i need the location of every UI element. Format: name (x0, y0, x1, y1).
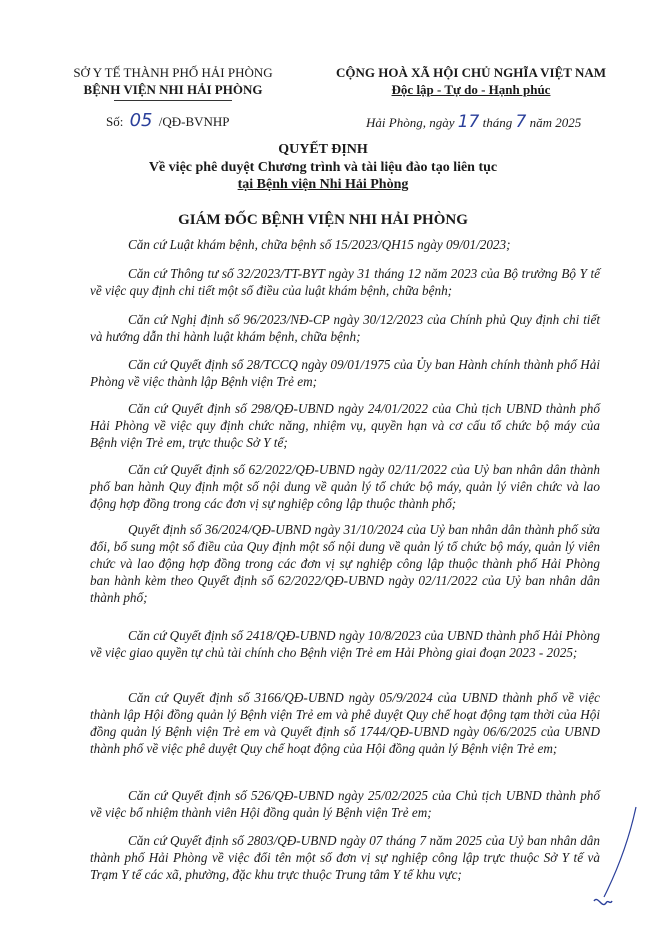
agency-underline (114, 100, 232, 101)
doc-number-suffix: /QĐ-BVNHP (158, 114, 230, 129)
document-title: QUYẾT ĐỊNH (278, 142, 368, 157)
handwritten-month: 7 (515, 112, 527, 132)
national-motto: Độc lập - Tự do - Hạnh phúc (391, 82, 551, 97)
legal-basis-7: Quyết định số 36/2024/QĐ-UBND ngày 31/10/2024 của Uỷ ban nhân dân thành phố sửa đổi, bổ sung một số điều của Quy định một số nội dung về quản lý tổ chức bộ máy, quản lý viên chức và lao động hợp đồng trong các đơn vị sự nghiệp công lập thuộc thành phố Hải Phòng ban hành kèm theo Quyết định số 62/2022/QĐ-UBND ngày 02/11/2022 của Uỷ ban nhân dân thành phố; (90, 522, 600, 605)
place-and-date (366, 112, 581, 132)
legal-basis-10: Căn cứ Quyết định số 526/QĐ-UBND ngày 25/02/2025 của Chủ tịch UBND thành phố về việc bổ nhiệm thành viên Hội đồng quản lý Bệnh viện Trẻ em; (90, 788, 600, 820)
handwritten-day: 17 (457, 112, 480, 132)
legal-basis-8: Căn cứ Quyết định số 2418/QĐ-UBND ngày 10/8/2023 của UBND thành phố Hải Phòng về việc giao quyền tự chủ tài chính cho Bệnh viện Trẻ em Hải Phòng giai đoạn 2023 - 2025; (90, 628, 601, 660)
month-label: tháng (482, 115, 513, 130)
subject-line-2: tại Bệnh viện Nhi Hải Phòng (237, 177, 409, 192)
nation-name: CỘNG HOÀ XÃ HỘI CHỦ NGHĨA VIỆT NAM (335, 65, 607, 80)
parent-agency: SỞ Y TẾ THÀNH PHỐ HẢI PHÒNG (73, 65, 273, 80)
legal-basis-5: Căn cứ Quyết định số 298/QĐ-UBND ngày 24/01/2022 của Chủ tịch UBND thành phố Hải Phòng về việc quy định chức năng, nhiệm vụ, quyền hạn và cơ cấu tổ chức bộ máy của Bệnh viện Trẻ em, trực thuộc Sở Y tế; (90, 401, 600, 450)
issuing-agency-block (62, 64, 284, 101)
legal-basis-9: Căn cứ Quyết định số 3166/QĐ-UBND ngày 05/9/2024 của UBND thành phố về việc thành lập Hội đồng quản lý Bệnh viện Trẻ em và phê duyệt Quy chế hoạt động tạm thời của Hội đồng quản lý Bệnh viện Trẻ em và Quyết định số 1744/QĐ-UBND ngày 06/6/2025 của UBND thành phố về việc phê duyệt Quy chế hoạt động của Hội đồng quản lý Bệnh viện Trẻ em; (90, 690, 600, 756)
document-number (106, 110, 230, 131)
legal-basis-1: Căn cứ Luật khám bệnh, chữa bệnh số 15/2023/QH15 ngày 09/01/2023; (128, 237, 511, 252)
legal-basis-6: Căn cứ Quyết định số 62/2022/QĐ-UBND ngày 02/11/2022 của Uỷ ban nhân dân thành phố ban hành Quy định một số nội dung về quản lý tổ chức bộ máy, quản lý viên chức và lao động hợp đồng trong các đơn vị sự nghiệp công lập thuộc thành phố; (90, 462, 600, 511)
legal-basis-3: Căn cứ Nghị định số 96/2023/NĐ-CP ngày 30/12/2023 của Chính phủ Quy định chi tiết và hướng dẫn thi hành luật khám bệnh, chữa bệnh; (90, 312, 600, 344)
doc-number-prefix: Số: (106, 114, 124, 129)
legal-basis-2: Căn cứ Thông tư số 32/2023/TT-BYT ngày 31 tháng 12 năm 2023 của Bộ trưởng Bộ Y tế về việc quy định chi tiết một số điều của luật khám bệnh, chữa bệnh; (90, 266, 600, 298)
legal-basis-11: Căn cứ Quyết định số 2803/QĐ-UBND ngày 07 tháng 7 năm 2025 của Uỷ ban nhân dân thành phố Hải Phòng về việc đổi tên một số đơn vị sự nghiệp công lập trực thuộc Sở Y tế và Trạm Y tế các xã, phường, đặc khu trực thuộc Trung tâm Y tế khu vực; (90, 833, 600, 882)
national-header-block (310, 64, 632, 98)
handwritten-number: 05 (129, 110, 153, 131)
initial-mark-icon (590, 805, 640, 915)
authority-heading: GIÁM ĐỐC BỆNH VIỆN NHI HẢI PHÒNG (178, 212, 468, 228)
agency-name: BỆNH VIỆN NHI HẢI PHÒNG (83, 82, 263, 97)
document-subject (0, 159, 646, 193)
legal-basis-4: Căn cứ Quyết định số 28/TCCQ ngày 09/01/1975 của Ủy ban Hành chính thành phố Hải Phòng về việc thành lập Bệnh viện Trẻ em; (90, 357, 600, 389)
subject-line-1: Về việc phê duyệt Chương trình và tài liệu đào tạo liên tục (148, 160, 498, 175)
place-label: Hải Phòng, ngày (366, 115, 455, 130)
year-label: năm 2025 (529, 115, 582, 130)
